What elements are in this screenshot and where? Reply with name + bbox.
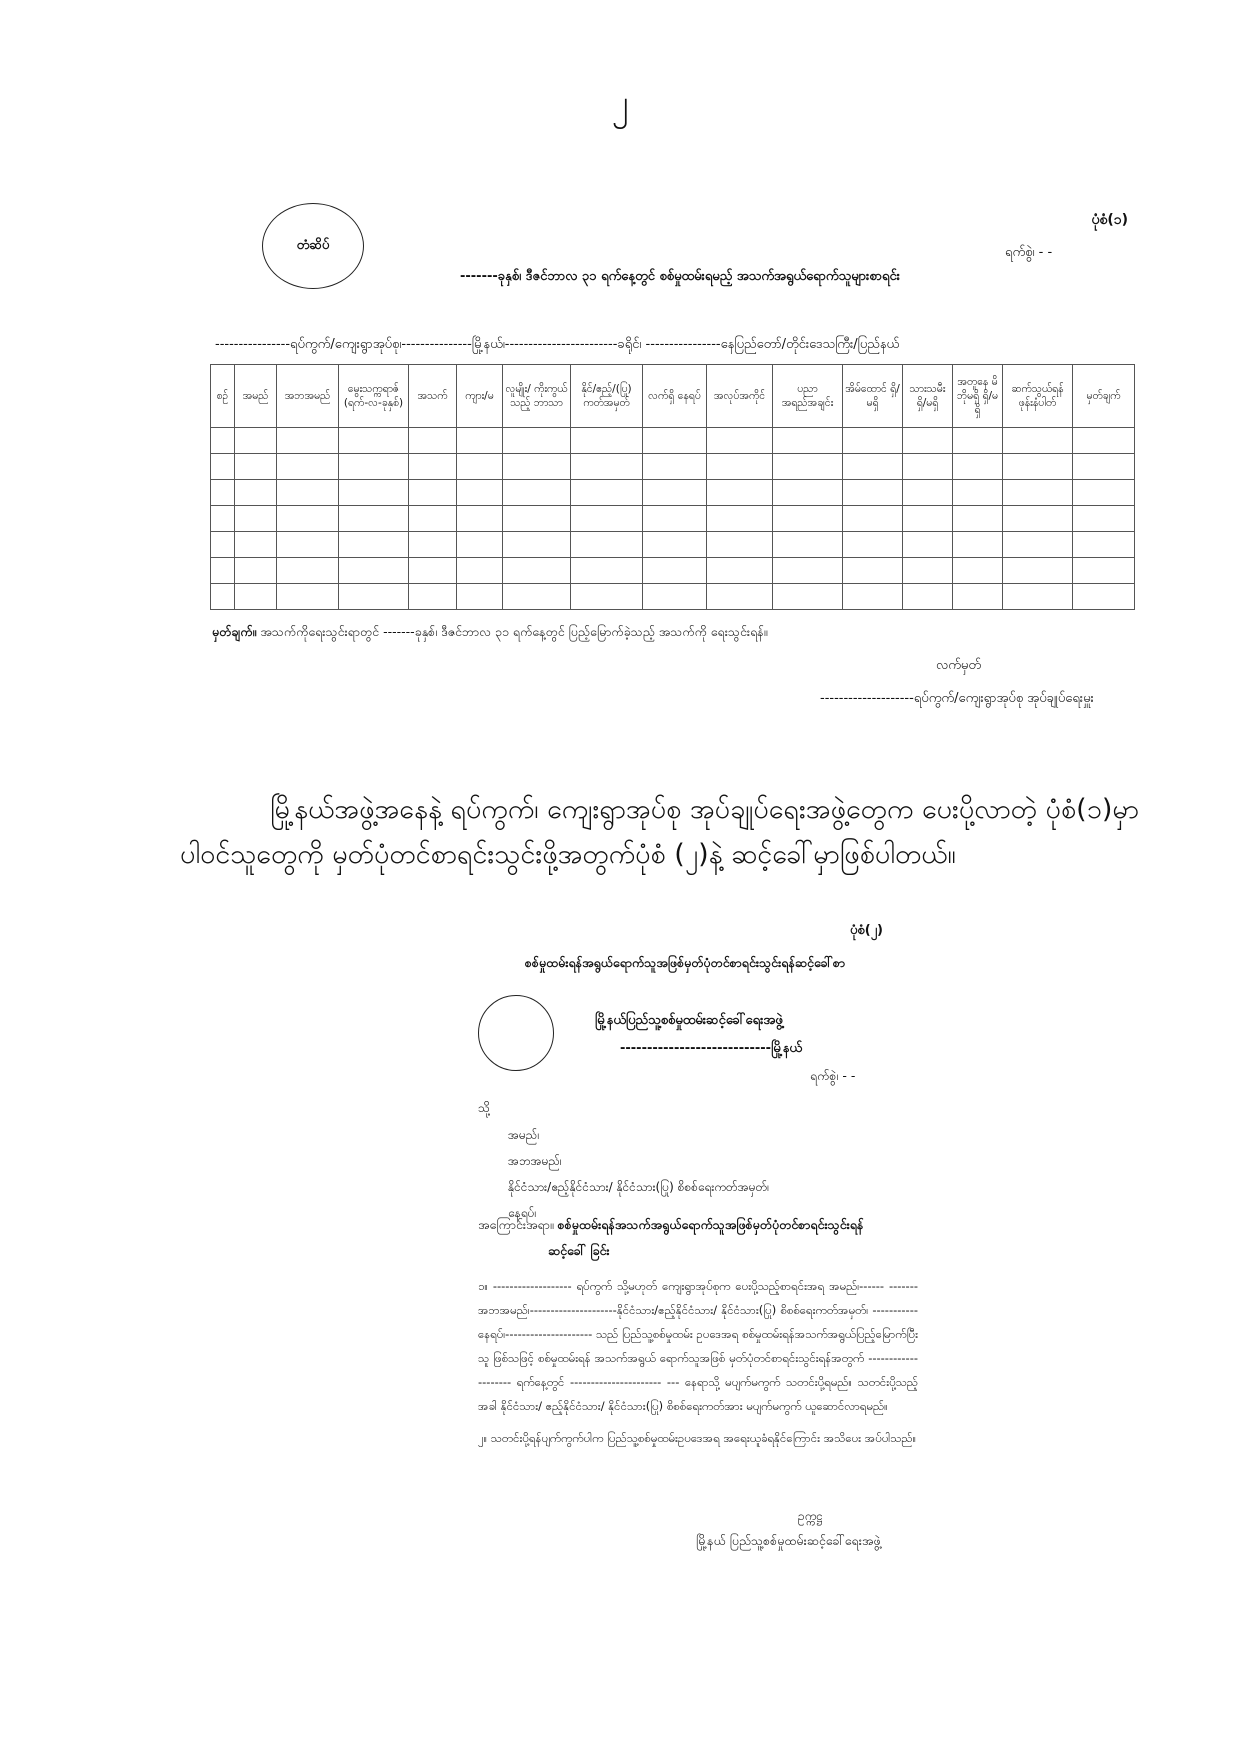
table-cell: [903, 480, 953, 506]
table-cell: [953, 480, 1003, 506]
table-cell: [409, 506, 457, 532]
table-cell: [277, 454, 339, 480]
signature-label: လက်မှတ်: [936, 658, 981, 673]
table-cell: [277, 558, 339, 584]
table-cell: [953, 428, 1003, 454]
table-cell: [707, 428, 773, 454]
table-cell: [277, 584, 339, 610]
table-cell: [457, 506, 503, 532]
table-cell: [953, 454, 1003, 480]
table-cell: [277, 428, 339, 454]
column-header: အတူနေ မိဘိုမရှိ ရှိ/မရှိ: [953, 365, 1003, 428]
registration-table: [210, 364, 1135, 610]
table-cell: [503, 480, 571, 506]
page-number: ၂: [611, 83, 629, 123]
table-cell: [953, 532, 1003, 558]
table-cell: [457, 480, 503, 506]
recipient-township: ----------------------------မြို့နယ်: [620, 1041, 803, 1056]
table-cell: [1073, 480, 1135, 506]
column-header: မွေးသက္ကရာဇ် (ရက်-လ-ခုနှစ်): [339, 365, 409, 428]
table-cell: [773, 454, 843, 480]
form2-title: စစ်မှုထမ်းရန်အရွယ်ရောက်သူအဖြစ်မှတ်ပုံတင်စာရင်းသွင်းရန်ဆင့်ခေါ်စာ: [524, 955, 846, 970]
table-cell: [643, 584, 707, 610]
form2-paragraph-2: ၂။ သတင်းပို့ရန်ပျက်ကွက်ပါက ပြည်သူ့စစ်မှုထမ်းဥပဒေအရ အရေးယူခံရနိုင်ကြောင်း အသိပေး အပ်ပါသည်။: [478, 1431, 917, 1445]
table-cell: [843, 428, 903, 454]
column-header: အသက်: [409, 365, 457, 428]
table-cell: [643, 428, 707, 454]
form2-paragraph-1: ၁။ ------------------- ရပ်ကွက် သို့မဟုတ် ကျေးရွာအုပ်စုက ပေးပို့သည့်စာရင်းအရ အမည်၊------ -------အဘအမည်၊---------------------နိုင်ငံသား/ဧည့်နိုင်ငံသား/ နိုင်ငံသား(ပြု) စိစစ်ရေးကတ်အမှတ်၊ ----------- နေရပ်၊--------------------- သည် ပြည်သူ့စစ်မှုထမ်း ဥပဒေအရ စစ်မှုထမ်းရန်အသက်အရွယ်ပြည့်မြောက်ပြီးသူ ဖြစ်သဖြင့် စစ်မှုထမ်းရန် အသက်အရွယ် ရောက်သူအဖြစ် မှတ်ပုံတင်စာရင်းသွင်းရန်အတွက် -------------------- ရက်နေ့တွင် ---------------------- --- နေရာသို့ မပျက်မကွက် သတင်းပို့ရမည်။ သတင်းပို့သည့်အခါ နိုင်ငံသား/ ဧည့်နိုင်ငံသား/ နိုင်ငံသား(ပြု) စိစစ်ရေးကတ်အား မပျက်မကွက် ယူဆောင်လာရမည်။: [478, 1279, 918, 1413]
table-cell: [1003, 532, 1073, 558]
column-header: အလုပ်အကိုင်: [707, 365, 773, 428]
column-header: လူမျိုး/ ကိုးကွယ်သည့် ဘာသာ: [503, 365, 571, 428]
table-cell: [1073, 454, 1135, 480]
table-cell: [773, 584, 843, 610]
column-header: ဆက်သွယ်ရန် ဖုန်းနံပါတ်: [1003, 365, 1073, 428]
table-cell: [903, 506, 953, 532]
chairman-label: ဥက္ကဋ္ဌ: [798, 1509, 823, 1523]
subject-body: စစ်မှုထမ်းရန်အသက်အရွယ်ရောက်သူအဖြစ်မှတ်ပုံတင်စာရင်းသွင်းရန်: [557, 1217, 864, 1232]
table-cell: [571, 584, 643, 610]
table-cell: [903, 428, 953, 454]
table-cell: [903, 454, 953, 480]
recipient-org: မြို့နယ်ပြည်သူ့စစ်မှုထမ်းဆင့်ခေါ်ရေးအဖွဲ့: [595, 1013, 783, 1028]
table-cell: [1073, 532, 1135, 558]
table-cell: [409, 480, 457, 506]
table-cell: [953, 584, 1003, 610]
field-address: နေရပ်၊: [508, 1206, 537, 1220]
table-cell: [457, 532, 503, 558]
table-cell: [571, 558, 643, 584]
table-cell: [773, 428, 843, 454]
table-cell: [843, 532, 903, 558]
table-cell: [1073, 428, 1135, 454]
column-header: နိုင်/ဧည့်/(ပြု) ကတ်အမှတ်: [571, 365, 643, 428]
table-cell: [1003, 428, 1073, 454]
table-cell: [1073, 506, 1135, 532]
table-cell: [1003, 558, 1073, 584]
table-cell: [707, 558, 773, 584]
table-cell: [503, 584, 571, 610]
form1-label: ပုံစံ(၁): [1091, 212, 1128, 228]
table-cell: [211, 454, 235, 480]
remark-label: မှတ်ချက်။: [212, 624, 257, 639]
remark-text: အသက်ကိုရေးသွင်းရာတွင် -------ခုနှစ်၊ ဒီဇင်ဘာလ ၃၁ ရက်နေ့တွင် ပြည့်မြောက်ခဲ့သည့် အသက်ကို ရေးသွင်းရန်။: [256, 624, 768, 639]
table-cell: [503, 428, 571, 454]
table-cell: [643, 454, 707, 480]
table-row: [211, 506, 1135, 532]
table-row: [211, 428, 1135, 454]
table-cell: [457, 558, 503, 584]
table-cell: [235, 454, 277, 480]
table-cell: [571, 454, 643, 480]
table-cell: [843, 454, 903, 480]
column-header: အမည်: [235, 365, 277, 428]
table-cell: [843, 506, 903, 532]
column-header: ပညာ အရည်အချင်း: [773, 365, 843, 428]
table-cell: [409, 584, 457, 610]
table-cell: [211, 480, 235, 506]
table-cell: [277, 480, 339, 506]
table-cell: [211, 584, 235, 610]
table-cell: [707, 480, 773, 506]
table-cell: [843, 558, 903, 584]
table-cell: [409, 558, 457, 584]
form1-remark: [212, 624, 1142, 643]
table-cell: [843, 480, 903, 506]
column-header: အဘအမည်: [277, 365, 339, 428]
subject-label: အကြောင်းအရာ။: [478, 1217, 558, 1232]
table-cell: [1073, 584, 1135, 610]
table-cell: [843, 584, 903, 610]
form2-label: ပုံစံ(၂): [850, 923, 883, 938]
table-cell: [1073, 558, 1135, 584]
table-cell: [773, 506, 843, 532]
form2-date: ရက်စွဲ၊ - -: [810, 1068, 856, 1083]
table-cell: [409, 428, 457, 454]
table-cell: [235, 584, 277, 610]
table-cell: [643, 480, 707, 506]
table-row: [211, 532, 1135, 558]
table-cell: [953, 558, 1003, 584]
column-header: အိမ်ထောင် ရှိ/မရှိ: [843, 365, 903, 428]
table-cell: [571, 428, 643, 454]
recipient-fields: [508, 1122, 769, 1226]
table-cell: [457, 584, 503, 610]
table-cell: [211, 428, 235, 454]
table-cell: [235, 506, 277, 532]
to-label: သို့: [478, 1100, 491, 1115]
table-cell: [643, 558, 707, 584]
table-cell: [277, 532, 339, 558]
table-cell: [903, 532, 953, 558]
table-cell: [339, 532, 409, 558]
table-cell: [235, 558, 277, 584]
table-cell: [211, 558, 235, 584]
table-cell: [339, 558, 409, 584]
table-cell: [339, 454, 409, 480]
table-cell: [1003, 506, 1073, 532]
table-cell: [643, 532, 707, 558]
column-header: ကျား/မ: [457, 365, 503, 428]
table-cell: [707, 506, 773, 532]
table-cell: [1003, 584, 1073, 610]
table-header-row: [211, 365, 1135, 428]
table-row: [211, 454, 1135, 480]
table-cell: [503, 532, 571, 558]
table-cell: [707, 584, 773, 610]
column-header: လက်ရှိ နေရပ်: [643, 365, 707, 428]
table-cell: [211, 506, 235, 532]
table-cell: [773, 558, 843, 584]
table-cell: [571, 532, 643, 558]
table-cell: [503, 506, 571, 532]
explanation-paragraph: မြို့နယ်အဖွဲ့အနေနဲ့ ရပ်ကွက်၊ ကျေးရွာအုပ်စု အုပ်ချုပ်ရေးအဖွဲ့တွေက ပေးပို့လာတဲ့ ပုံံစံ(၁)မှာ ပါဝင်သူတွေကို မှတ်ပုံတင်စာရင်းသွင်းဖို့အတွက်ပုံစံ (၂)နဲ့ ဆင့်ခေါ်မှာဖြစ်ပါတယ်။: [180, 794, 1139, 870]
table-row: [211, 584, 1135, 610]
table-cell: [903, 558, 953, 584]
table-cell: [571, 506, 643, 532]
form1-date: ရက်စွဲ၊ - -: [1005, 245, 1053, 260]
table-cell: [643, 506, 707, 532]
table-cell: [339, 480, 409, 506]
table-cell: [235, 428, 277, 454]
table-cell: [235, 480, 277, 506]
location-line: ----------------ရပ်ကွက်/ကျေးရွာအုပ်စု၊---------------မြို့နယ်၊------------------------ခရိုင်၊ ----------------နေပြည်တော်/တိုင်းဒေသကြီး/ပြည်နယ်: [215, 337, 900, 352]
signature-role: --------------------ရပ်ကွက်/ကျေးရွာအုပ်စု အုပ်ချုပ်ရေးမှူး: [820, 691, 1094, 706]
table-row: [211, 480, 1135, 506]
seal-circle: [478, 995, 554, 1071]
table-cell: [409, 454, 457, 480]
table-cell: [339, 584, 409, 610]
table-cell: [339, 428, 409, 454]
table-cell: [235, 532, 277, 558]
column-header: သားသမီး ရှိ/မရှိ: [903, 365, 953, 428]
table-cell: [409, 532, 457, 558]
table-cell: [277, 506, 339, 532]
form1-title: -------ခုနှစ်၊ ဒီဇင်ဘာလ ၃၁ ရက်နေ့တွင် စစ်မှုထမ်းရမည့် အသက်အရွယ်ရောက်သူများစာရင်း: [459, 269, 900, 284]
table-cell: [1003, 454, 1073, 480]
field-father-name: အဘအမည်၊: [508, 1154, 562, 1168]
signature-org: မြို့နယ် ပြည်သူ့စစ်မှုထမ်းဆင့်ခေါ်ရေးအဖွဲ့: [696, 1533, 881, 1548]
table-cell: [903, 584, 953, 610]
field-id-card: နိုင်ငံသား/ဧည့်နိုင်ငံသား/ နိုင်ငံသား(ပြု) စိစစ်ရေးကတ်အမှတ်၊: [508, 1180, 770, 1194]
table-row: [211, 558, 1135, 584]
table-cell: [571, 480, 643, 506]
table-cell: [1003, 480, 1073, 506]
table-cell: [707, 454, 773, 480]
table-cell: [773, 532, 843, 558]
table-cell: [503, 454, 571, 480]
field-name: အမည်၊: [508, 1128, 540, 1142]
table-cell: [773, 480, 843, 506]
table-cell: [457, 454, 503, 480]
table-cell: [953, 506, 1003, 532]
column-header: မှတ်ချက်: [1073, 365, 1135, 428]
seal-label: တံဆိပ်: [296, 237, 330, 253]
table-cell: [503, 558, 571, 584]
table-cell: [707, 532, 773, 558]
table-cell: [339, 506, 409, 532]
subject: [478, 1212, 918, 1264]
table-cell: [457, 428, 503, 454]
table-cell: [211, 532, 235, 558]
column-header: စဉ်: [211, 365, 235, 428]
subject-continuation: ဆင့်ခေါ် ခြင်း: [548, 1243, 610, 1258]
